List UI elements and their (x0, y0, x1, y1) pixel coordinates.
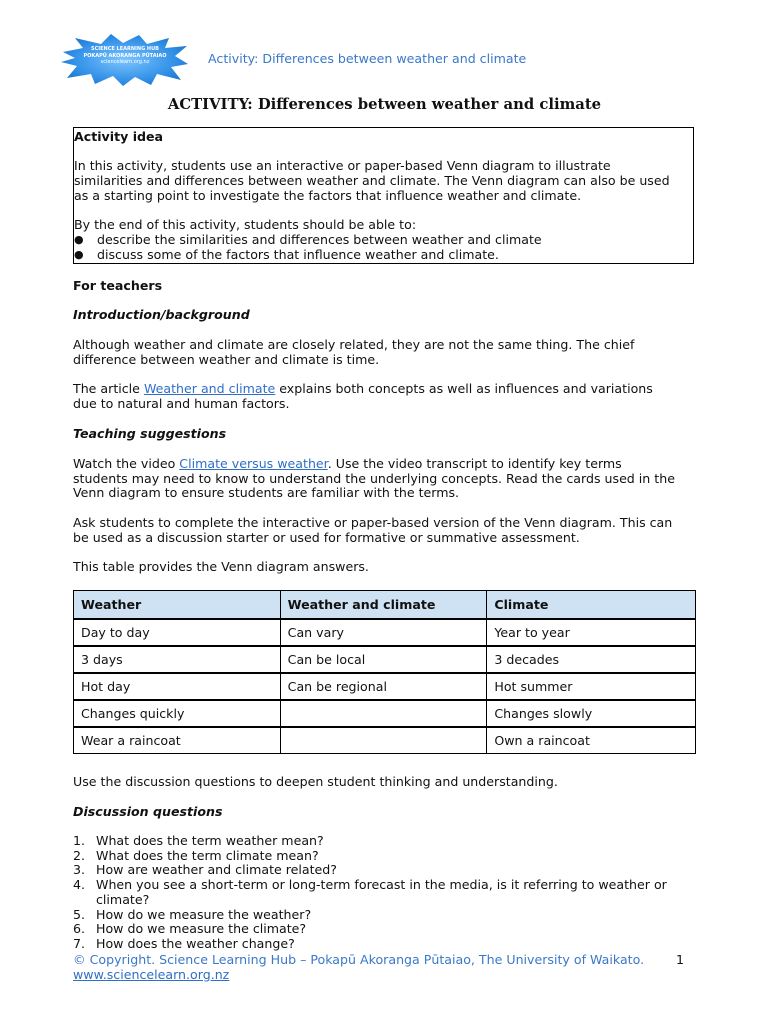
page-footer (73, 953, 696, 982)
question-text: How does the weather change? (96, 935, 295, 951)
table-cell: 3 days (74, 646, 281, 673)
question-text-line: When you see a short-term or long-term forecast in the media, is it referring to weather or (96, 877, 667, 893)
question-text: How do we measure the climate? (96, 921, 307, 937)
list-item (73, 849, 696, 864)
venn-answers-table (73, 590, 696, 754)
after-table-text: Use the discussion questions to deepen student thinking and understanding. (73, 774, 558, 789)
teaching-suggestions-heading: Teaching suggestions (73, 426, 227, 441)
activity-idea-text-line: similarities and differences between weather and climate. The Venn diagram can also be used (74, 173, 670, 189)
question-text: How are weather and climate related? (96, 862, 337, 878)
list-number: 5. (73, 906, 86, 922)
list-item (73, 863, 696, 878)
intro-paragraph-line: Although weather and climate are closely related, they are not the same thing. The chief (73, 337, 635, 352)
table-cell (280, 700, 487, 727)
question-text-line: climate? (96, 891, 150, 907)
list-item (73, 878, 696, 907)
table-row (74, 700, 696, 727)
question-text: What does the term weather mean? (96, 833, 324, 848)
teaching-paragraph-line: be used as a discussion starter or used for formative or summative assessment. (73, 529, 580, 545)
table-header-row (74, 591, 696, 619)
logo-line-2: POKAPŪ AKORANGA PŪTAIAO (83, 52, 167, 59)
list-item (73, 834, 696, 849)
for-teachers-heading: For teachers (73, 278, 163, 293)
list-item (73, 908, 696, 923)
intro-text: explains both concepts as well as influences and variations (275, 381, 653, 397)
column-header-weather: Weather (74, 591, 281, 619)
table-row (74, 673, 696, 700)
table-row (74, 727, 696, 754)
table-cell: Can be local (280, 646, 487, 673)
weather-and-climate-link[interactable]: Weather and climate (143, 381, 276, 397)
climate-versus-weather-link[interactable]: Climate versus weather (179, 456, 328, 471)
activity-idea-heading: Activity idea (74, 129, 164, 144)
logo-line-1: SCIENCE LEARNING HUB (90, 46, 159, 52)
table-cell: Can be regional (280, 673, 487, 700)
table-cell: Wear a raincoat (74, 727, 281, 754)
intro-paragraph-line: due to natural and human factors. (73, 395, 290, 411)
activity-idea-text-line: as a starting point to investigate the factors that influence weather and climate. (74, 187, 582, 203)
table-cell: Changes quickly (74, 700, 281, 727)
teaching-paragraph-line: Ask students to complete the interactive or paper-based version of the Venn diagram. This can (73, 514, 673, 530)
document-title: ACTIVITY: Differences between weather and climate (167, 96, 602, 113)
outcomes-intro: By the end of this activity, students should be able to: (74, 217, 417, 233)
question-text: What does the term climate mean? (96, 847, 319, 863)
table-row (74, 619, 696, 646)
question-text (96, 878, 667, 907)
table-cell: 3 decades (487, 646, 696, 673)
discussion-questions-heading: Discussion questions (73, 804, 223, 819)
intro-paragraph-2 (73, 382, 696, 397)
science-learning-hub-logo (61, 34, 189, 86)
copyright-text: © Copyright. Science Learning Hub – Pokapū Akoranga Pūtaiao, The University of Waikato. (73, 952, 645, 967)
table-cell (280, 727, 487, 754)
table-cell: Hot day (74, 673, 281, 700)
table-cell: Hot summer (487, 673, 696, 700)
header-title: Activity: Differences between weather and climate (208, 51, 527, 66)
column-header-climate: Climate (487, 591, 696, 619)
logo-line-3: sciencelearn.org.nz (100, 59, 150, 65)
intro-text: The article (73, 381, 144, 397)
outcome-text: discuss some of the factors that influence weather and climate. (97, 246, 499, 262)
list-item (73, 922, 696, 937)
bullet-icon: ● (74, 232, 84, 246)
table-cell: Year to year (487, 619, 696, 646)
discussion-questions-list (73, 834, 696, 952)
list-number: 7. (73, 935, 86, 951)
bullet-icon: ● (74, 247, 84, 261)
teaching-text: Watch the video (73, 456, 180, 471)
table-cell: Own a raincoat (487, 727, 696, 754)
teaching-paragraph-line: students may need to know to understand the underlying concepts. Read the cards used in the (73, 470, 675, 486)
list-item (73, 937, 696, 952)
column-header-weather-and-climate: Weather and climate (280, 591, 487, 619)
table-cell: Day to day (74, 619, 281, 646)
list-number: 3. (73, 862, 86, 878)
table-intro-text: This table provides the Venn diagram answers. (73, 558, 369, 574)
table-row (74, 646, 696, 673)
list-number: 1. (73, 833, 86, 848)
introduction-heading: Introduction/background (73, 307, 250, 322)
list-number: 4. (73, 877, 86, 893)
activity-idea-text-line: In this activity, students use an interactive or paper-based Venn diagram to illustrate (74, 158, 611, 174)
table-cell: Changes slowly (487, 700, 696, 727)
activity-idea-box (73, 127, 694, 264)
question-text: How do we measure the weather? (96, 906, 312, 922)
teaching-paragraph-1 (73, 457, 696, 472)
outcome-item (74, 248, 693, 263)
teaching-paragraph-line: Venn diagram to ensure students are familiar with the terms. (73, 485, 460, 501)
outcome-item (74, 233, 693, 248)
list-number: 2. (73, 847, 86, 863)
list-number: 6. (73, 921, 86, 937)
page-number: 1 (675, 952, 684, 967)
teaching-text: . Use the video transcript to identify key terms (327, 456, 622, 471)
outcome-text: describe the similarities and differences between weather and climate (97, 231, 542, 247)
table-cell: Can vary (280, 619, 487, 646)
intro-paragraph-line: difference between weather and climate is time. (73, 351, 380, 367)
website-link[interactable]: www.sciencelearn.org.nz (73, 966, 230, 982)
